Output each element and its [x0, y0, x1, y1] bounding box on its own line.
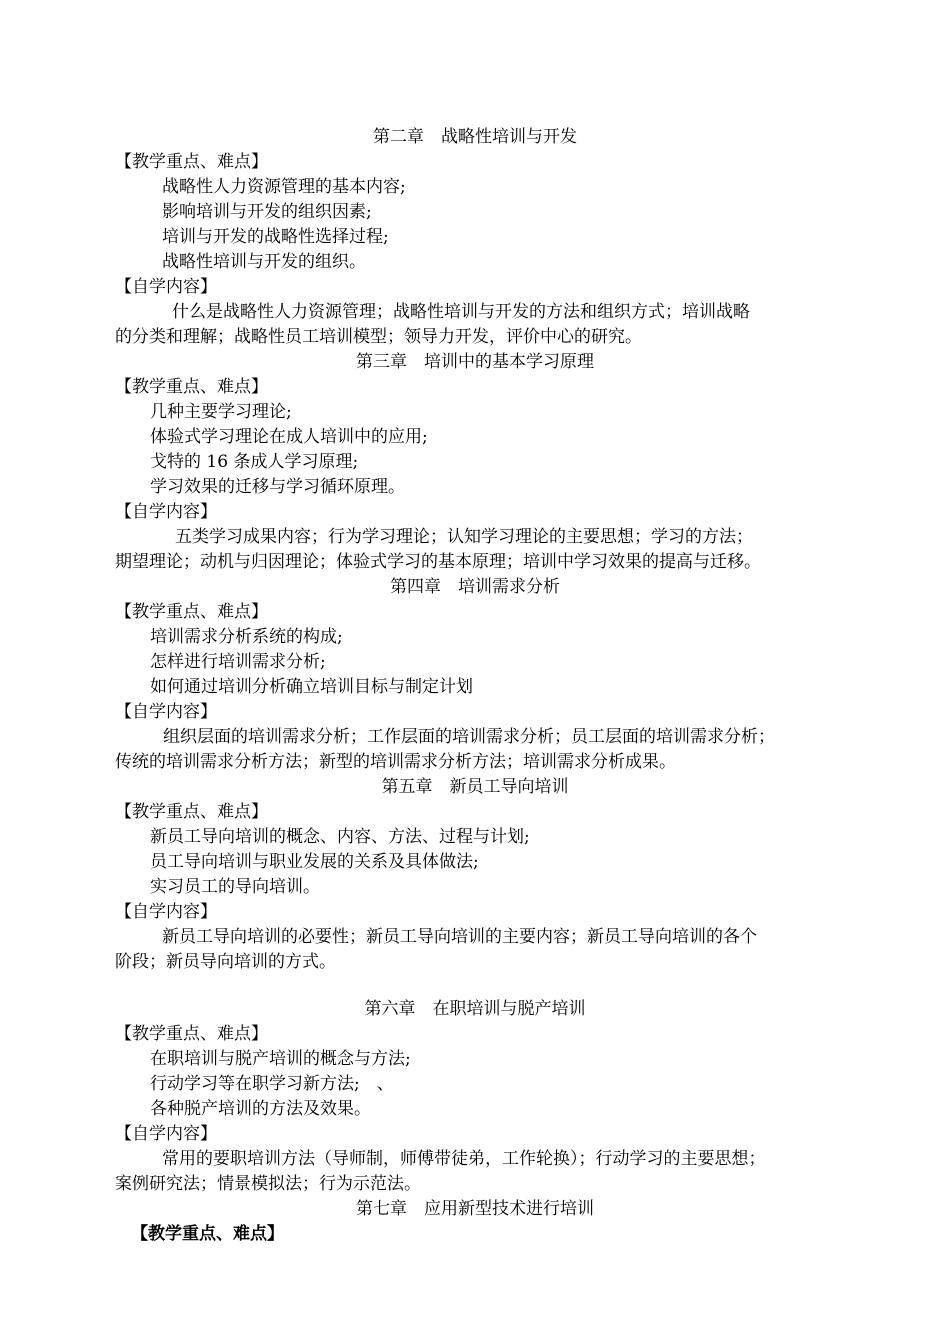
- ch6-key-item: 各种脱产培训的方法及效果。: [150, 1099, 371, 1119]
- ch4-self-line: 传统的培训需求分析方法；新型的培训需求分析方法；培训需求分析成果。: [115, 752, 676, 772]
- ch2-key-item: 战略性人力资源管理的基本内容;: [162, 177, 406, 197]
- ch3-key-item: 几种主要学习理论;: [150, 402, 292, 422]
- ch6-key-item: 在职培训与脱产培训的概念与方法;: [150, 1049, 411, 1069]
- ch4-key-item: 怎样进行培训需求分析;: [150, 652, 326, 672]
- ch2-key-item: 影响培训与开发的组织因素;: [162, 202, 372, 222]
- ch5-key-heading: 【教学重点、难点】: [115, 802, 268, 822]
- chapter-6-title: 第六章 在职培训与脱产培训: [364, 999, 586, 1019]
- ch5-key-item: 实习员工的导向培训。: [150, 877, 320, 897]
- ch3-key-heading: 【教学重点、难点】: [115, 377, 268, 397]
- chapter-7-title: 第七章 应用新型技术进行培训: [356, 1199, 594, 1219]
- ch3-key-item: 体验式学习理论在成人培训中的应用;: [150, 427, 428, 447]
- chapter-5-title: 第五章 新员工导向培训: [381, 777, 569, 797]
- ch4-self-heading: 【自学内容】: [115, 702, 217, 722]
- ch4-key-heading: 【教学重点、难点】: [115, 602, 268, 622]
- ch3-key-item: 戈特的 16 条成人学习原理;: [150, 452, 359, 472]
- ch3-self-line: 五类学习成果内容；行为学习理论；认知学习理论的主要思想；学习的方法；: [175, 527, 753, 547]
- ch5-key-item: 员工导向培训与职业发展的关系及具体做法;: [150, 852, 479, 872]
- ch5-self-line: 新员工导向培训的必要性；新员工导向培训的主要内容；新员工导向培训的各个: [162, 927, 757, 947]
- ch6-self-line: 案例研究法；情景模拟法；行为示范法。: [115, 1174, 421, 1194]
- ch4-key-item: 培训需求分析系统的构成;: [150, 627, 343, 647]
- ch2-self-line: 的分类和理解；战略性员工培训模型；领导力开发，评价中心的研究。: [115, 327, 642, 347]
- ch3-key-item: 学习效果的迁移与学习循环原理。: [150, 477, 405, 497]
- ch2-key-item: 培训与开发的战略性选择过程;: [162, 227, 389, 247]
- ch5-self-line: 阶段；新员导向培训的方式。: [115, 952, 336, 972]
- ch2-self-line: 什么是战略性人力资源管理；战略性培训与开发的方法和组织方式；培训战略: [172, 302, 750, 322]
- ch6-key-heading: 【教学重点、难点】: [115, 1024, 268, 1044]
- ch2-key-item: 战略性培训与开发的组织。: [162, 252, 366, 272]
- ch2-key-heading: 【教学重点、难点】: [115, 152, 268, 172]
- ch4-key-item: 如何通过培训分析确立培训目标与制定计划: [150, 677, 473, 697]
- ch7-key-heading: 【教学重点、难点】: [131, 1224, 284, 1244]
- ch6-key-item: 行动学习等在职学习新方法; 、: [150, 1074, 394, 1094]
- ch5-self-heading: 【自学内容】: [115, 902, 217, 922]
- ch3-self-heading: 【自学内容】: [115, 502, 217, 522]
- ch5-key-item: 新员工导向培训的概念、内容、方法、过程与计划;: [150, 827, 530, 847]
- ch3-self-line: 期望理论；动机与归因理论；体验式学习的基本原理；培训中学习效果的提高与迁移。: [115, 552, 761, 572]
- ch2-self-heading: 【自学内容】: [115, 277, 217, 297]
- chapter-4-title: 第四章 培训需求分析: [390, 577, 560, 597]
- ch6-self-heading: 【自学内容】: [115, 1124, 217, 1144]
- chapter-2-title: 第二章 战略性培训与开发: [373, 127, 577, 147]
- ch4-self-line: 组织层面的培训需求分析；工作层面的培训需求分析；员工层面的培训需求分析；: [163, 727, 775, 747]
- chapter-3-title: 第三章 培训中的基本学习原理: [356, 352, 594, 372]
- ch6-self-line: 常用的要职培训方法（导师制，师傅带徒弟，工作轮换）；行动学习的主要思想；: [162, 1149, 766, 1169]
